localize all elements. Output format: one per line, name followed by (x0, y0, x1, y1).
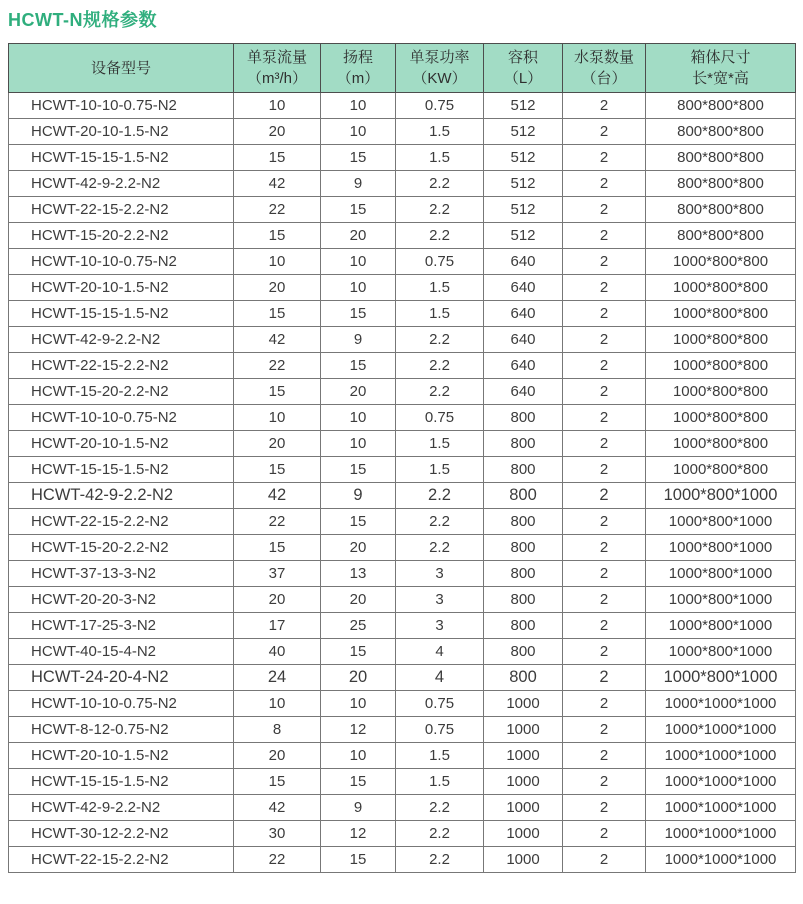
header-row (9, 44, 796, 93)
cell-power: 2.2 (396, 223, 484, 249)
cell-dims: 1000*800*800 (646, 405, 796, 431)
cell-head: 25 (321, 613, 396, 639)
cell-flow: 20 (234, 743, 321, 769)
cell-pumps: 2 (563, 93, 646, 119)
cell-flow: 15 (234, 301, 321, 327)
cell-pumps: 2 (563, 769, 646, 795)
column-label: 箱体尺寸 (690, 49, 751, 66)
cell-head: 20 (321, 223, 396, 249)
table-row (9, 847, 796, 873)
cell-dims: 1000*1000*1000 (646, 769, 796, 795)
column-header-volume (484, 44, 563, 93)
table-row (9, 639, 796, 665)
cell-flow: 15 (234, 379, 321, 405)
cell-head: 20 (321, 535, 396, 561)
cell-model: HCWT-24-20-4-N2 (9, 665, 234, 691)
cell-head: 10 (321, 431, 396, 457)
cell-flow: 20 (234, 587, 321, 613)
cell-dims: 1000*800*1000 (646, 509, 796, 535)
cell-model: HCWT-15-15-1.5-N2 (9, 457, 234, 483)
cell-flow: 20 (234, 275, 321, 301)
cell-model: HCWT-10-10-0.75-N2 (9, 249, 234, 275)
table-row (9, 483, 796, 509)
cell-volume: 1000 (484, 821, 563, 847)
column-unit: （m） (336, 70, 380, 87)
cell-volume: 800 (484, 483, 563, 509)
cell-head: 15 (321, 847, 396, 873)
cell-model: HCWT-15-15-1.5-N2 (9, 145, 234, 171)
table-row (9, 769, 796, 795)
cell-power: 2.2 (396, 353, 484, 379)
cell-dims: 1000*800*1000 (646, 483, 796, 509)
cell-power: 4 (396, 639, 484, 665)
cell-power: 2.2 (396, 483, 484, 509)
cell-dims: 1000*1000*1000 (646, 717, 796, 743)
cell-dims: 800*800*800 (646, 171, 796, 197)
cell-dims: 1000*1000*1000 (646, 821, 796, 847)
cell-head: 12 (321, 821, 396, 847)
cell-pumps: 2 (563, 717, 646, 743)
cell-head: 10 (321, 93, 396, 119)
table-row (9, 795, 796, 821)
cell-pumps: 2 (563, 509, 646, 535)
table-row (9, 509, 796, 535)
cell-dims: 800*800*800 (646, 223, 796, 249)
cell-volume: 512 (484, 145, 563, 171)
cell-dims: 1000*1000*1000 (646, 743, 796, 769)
table-row (9, 743, 796, 769)
cell-model: HCWT-37-13-3-N2 (9, 561, 234, 587)
cell-volume: 640 (484, 249, 563, 275)
cell-dims: 1000*800*1000 (646, 535, 796, 561)
cell-power: 2.2 (396, 197, 484, 223)
cell-pumps: 2 (563, 561, 646, 587)
cell-head: 9 (321, 483, 396, 509)
cell-dims: 800*800*800 (646, 119, 796, 145)
cell-dims: 1000*1000*1000 (646, 691, 796, 717)
cell-dims: 1000*800*800 (646, 327, 796, 353)
column-unit: （m³/h） (246, 70, 307, 87)
cell-head: 10 (321, 249, 396, 275)
cell-power: 1.5 (396, 431, 484, 457)
cell-power: 2.2 (396, 379, 484, 405)
cell-pumps: 2 (563, 639, 646, 665)
cell-flow: 20 (234, 119, 321, 145)
cell-model: HCWT-10-10-0.75-N2 (9, 691, 234, 717)
cell-pumps: 2 (563, 301, 646, 327)
cell-pumps: 2 (563, 821, 646, 847)
cell-pumps: 2 (563, 483, 646, 509)
cell-volume: 800 (484, 405, 563, 431)
cell-model: HCWT-17-25-3-N2 (9, 613, 234, 639)
column-label: 单泵流量 (246, 49, 307, 66)
cell-power: 1.5 (396, 119, 484, 145)
cell-volume: 800 (484, 535, 563, 561)
cell-flow: 40 (234, 639, 321, 665)
table-row (9, 613, 796, 639)
cell-model: HCWT-20-20-3-N2 (9, 587, 234, 613)
cell-model: HCWT-10-10-0.75-N2 (9, 93, 234, 119)
cell-volume: 800 (484, 457, 563, 483)
cell-power: 0.75 (396, 405, 484, 431)
table-row (9, 535, 796, 561)
table-row (9, 93, 796, 119)
cell-head: 9 (321, 795, 396, 821)
cell-dims: 1000*800*800 (646, 457, 796, 483)
cell-power: 2.2 (396, 847, 484, 873)
cell-power: 1.5 (396, 769, 484, 795)
cell-head: 20 (321, 665, 396, 691)
cell-head: 20 (321, 379, 396, 405)
cell-volume: 1000 (484, 743, 563, 769)
cell-dims: 800*800*800 (646, 197, 796, 223)
cell-pumps: 2 (563, 535, 646, 561)
cell-model: HCWT-15-20-2.2-N2 (9, 535, 234, 561)
table-row (9, 561, 796, 587)
column-unit: （台） (581, 70, 627, 87)
table-header (9, 44, 796, 93)
cell-flow: 15 (234, 223, 321, 249)
cell-dims: 1000*800*800 (646, 301, 796, 327)
cell-power: 0.75 (396, 249, 484, 275)
cell-pumps: 2 (563, 691, 646, 717)
cell-flow: 15 (234, 769, 321, 795)
cell-head: 10 (321, 405, 396, 431)
cell-dims: 1000*1000*1000 (646, 847, 796, 873)
cell-model: HCWT-15-15-1.5-N2 (9, 769, 234, 795)
cell-dims: 1000*800*1000 (646, 587, 796, 613)
cell-power: 2.2 (396, 327, 484, 353)
table-row (9, 587, 796, 613)
cell-model: HCWT-20-10-1.5-N2 (9, 119, 234, 145)
cell-pumps: 2 (563, 145, 646, 171)
cell-pumps: 2 (563, 197, 646, 223)
table-row (9, 301, 796, 327)
cell-volume: 640 (484, 327, 563, 353)
cell-head: 15 (321, 145, 396, 171)
table-row (9, 119, 796, 145)
cell-head: 15 (321, 197, 396, 223)
cell-pumps: 2 (563, 249, 646, 275)
cell-dims: 1000*800*800 (646, 275, 796, 301)
cell-flow: 30 (234, 821, 321, 847)
cell-head: 13 (321, 561, 396, 587)
cell-flow: 8 (234, 717, 321, 743)
page-title: HCWT-N规格参数 (8, 10, 157, 30)
cell-pumps: 2 (563, 795, 646, 821)
table-row (9, 431, 796, 457)
cell-volume: 800 (484, 431, 563, 457)
cell-power: 2.2 (396, 821, 484, 847)
column-unit: （KW） (412, 70, 467, 87)
cell-flow: 10 (234, 691, 321, 717)
cell-head: 9 (321, 171, 396, 197)
column-header-pumps (563, 44, 646, 93)
cell-volume: 512 (484, 197, 563, 223)
cell-volume: 512 (484, 223, 563, 249)
cell-flow: 37 (234, 561, 321, 587)
cell-model: HCWT-42-9-2.2-N2 (9, 171, 234, 197)
table-row (9, 353, 796, 379)
column-unit: 长*宽*高 (692, 70, 749, 87)
cell-volume: 1000 (484, 717, 563, 743)
cell-model: HCWT-22-15-2.2-N2 (9, 353, 234, 379)
cell-flow: 22 (234, 197, 321, 223)
cell-dims: 1000*800*1000 (646, 639, 796, 665)
cell-model: HCWT-22-15-2.2-N2 (9, 847, 234, 873)
cell-model: HCWT-22-15-2.2-N2 (9, 197, 234, 223)
cell-model: HCWT-22-15-2.2-N2 (9, 509, 234, 535)
cell-dims: 1000*800*1000 (646, 665, 796, 691)
table-body (9, 93, 796, 873)
column-header-head (321, 44, 396, 93)
cell-pumps: 2 (563, 405, 646, 431)
cell-pumps: 2 (563, 847, 646, 873)
cell-pumps: 2 (563, 353, 646, 379)
cell-pumps: 2 (563, 327, 646, 353)
cell-model: HCWT-30-12-2.2-N2 (9, 821, 234, 847)
cell-model: HCWT-15-20-2.2-N2 (9, 379, 234, 405)
cell-pumps: 2 (563, 223, 646, 249)
cell-head: 10 (321, 691, 396, 717)
cell-flow: 42 (234, 483, 321, 509)
cell-model: HCWT-42-9-2.2-N2 (9, 795, 234, 821)
cell-head: 15 (321, 509, 396, 535)
column-unit: （L） (503, 70, 543, 87)
cell-power: 0.75 (396, 93, 484, 119)
cell-flow: 15 (234, 145, 321, 171)
cell-flow: 15 (234, 457, 321, 483)
cell-dims: 1000*800*800 (646, 431, 796, 457)
table-row (9, 379, 796, 405)
cell-model: HCWT-10-10-0.75-N2 (9, 405, 234, 431)
column-label: 水泵数量 (573, 49, 634, 66)
cell-volume: 800 (484, 587, 563, 613)
column-label: 设备型号 (90, 59, 151, 77)
table-row (9, 275, 796, 301)
table-row (9, 171, 796, 197)
table-row (9, 327, 796, 353)
cell-head: 12 (321, 717, 396, 743)
cell-volume: 512 (484, 119, 563, 145)
cell-head: 10 (321, 743, 396, 769)
cell-power: 4 (396, 665, 484, 691)
cell-pumps: 2 (563, 171, 646, 197)
cell-dims: 1000*800*1000 (646, 613, 796, 639)
cell-volume: 640 (484, 353, 563, 379)
cell-flow: 42 (234, 795, 321, 821)
table-row (9, 821, 796, 847)
cell-volume: 800 (484, 561, 563, 587)
cell-volume: 1000 (484, 847, 563, 873)
cell-power: 2.2 (396, 535, 484, 561)
cell-model: HCWT-40-15-4-N2 (9, 639, 234, 665)
table-row (9, 249, 796, 275)
cell-power: 3 (396, 613, 484, 639)
cell-pumps: 2 (563, 587, 646, 613)
cell-volume: 800 (484, 639, 563, 665)
cell-head: 15 (321, 639, 396, 665)
cell-volume: 800 (484, 613, 563, 639)
cell-power: 3 (396, 561, 484, 587)
cell-volume: 1000 (484, 769, 563, 795)
table-row (9, 197, 796, 223)
column-label: 容积 (507, 49, 538, 66)
cell-power: 0.75 (396, 691, 484, 717)
cell-model: HCWT-20-10-1.5-N2 (9, 743, 234, 769)
cell-power: 1.5 (396, 301, 484, 327)
column-label: 单泵功率 (409, 49, 470, 66)
table-row (9, 665, 796, 691)
cell-dims: 800*800*800 (646, 145, 796, 171)
cell-flow: 42 (234, 327, 321, 353)
table-row (9, 457, 796, 483)
cell-flow: 10 (234, 93, 321, 119)
cell-pumps: 2 (563, 275, 646, 301)
cell-pumps: 2 (563, 379, 646, 405)
cell-pumps: 2 (563, 119, 646, 145)
cell-volume: 800 (484, 509, 563, 535)
cell-model: HCWT-20-10-1.5-N2 (9, 431, 234, 457)
cell-dims: 1000*800*800 (646, 249, 796, 275)
cell-flow: 10 (234, 405, 321, 431)
cell-dims: 1000*800*800 (646, 353, 796, 379)
cell-power: 0.75 (396, 717, 484, 743)
cell-flow: 22 (234, 509, 321, 535)
column-label: 扬程 (342, 49, 373, 66)
cell-head: 10 (321, 275, 396, 301)
cell-flow: 10 (234, 249, 321, 275)
cell-pumps: 2 (563, 431, 646, 457)
cell-power: 1.5 (396, 275, 484, 301)
cell-dims: 800*800*800 (646, 93, 796, 119)
table-row (9, 223, 796, 249)
cell-power: 2.2 (396, 171, 484, 197)
cell-model: HCWT-20-10-1.5-N2 (9, 275, 234, 301)
cell-pumps: 2 (563, 665, 646, 691)
cell-power: 1.5 (396, 457, 484, 483)
cell-pumps: 2 (563, 457, 646, 483)
cell-pumps: 2 (563, 743, 646, 769)
cell-flow: 42 (234, 171, 321, 197)
cell-volume: 512 (484, 171, 563, 197)
cell-head: 20 (321, 587, 396, 613)
column-header-dims (646, 44, 796, 93)
table-row (9, 405, 796, 431)
cell-power: 2.2 (396, 795, 484, 821)
cell-model: HCWT-42-9-2.2-N2 (9, 327, 234, 353)
cell-power: 2.2 (396, 509, 484, 535)
cell-model: HCWT-42-9-2.2-N2 (9, 483, 234, 509)
cell-volume: 640 (484, 275, 563, 301)
table-row (9, 717, 796, 743)
cell-power: 1.5 (396, 145, 484, 171)
cell-head: 15 (321, 769, 396, 795)
cell-model: HCWT-15-20-2.2-N2 (9, 223, 234, 249)
cell-pumps: 2 (563, 613, 646, 639)
cell-dims: 1000*800*800 (646, 379, 796, 405)
column-header-power (396, 44, 484, 93)
column-header-model (9, 44, 234, 93)
table-row (9, 691, 796, 717)
cell-volume: 640 (484, 379, 563, 405)
cell-volume: 512 (484, 93, 563, 119)
cell-power: 3 (396, 587, 484, 613)
cell-model: HCWT-8-12-0.75-N2 (9, 717, 234, 743)
cell-head: 15 (321, 353, 396, 379)
cell-head: 9 (321, 327, 396, 353)
cell-head: 15 (321, 301, 396, 327)
cell-flow: 22 (234, 353, 321, 379)
cell-dims: 1000*1000*1000 (646, 795, 796, 821)
cell-flow: 22 (234, 847, 321, 873)
cell-head: 10 (321, 119, 396, 145)
cell-head: 15 (321, 457, 396, 483)
cell-model: HCWT-15-15-1.5-N2 (9, 301, 234, 327)
cell-volume: 640 (484, 301, 563, 327)
cell-volume: 1000 (484, 795, 563, 821)
cell-flow: 17 (234, 613, 321, 639)
spec-table (8, 43, 796, 873)
column-header-flow (234, 44, 321, 93)
cell-power: 1.5 (396, 743, 484, 769)
cell-flow: 20 (234, 431, 321, 457)
table-row (9, 145, 796, 171)
cell-dims: 1000*800*1000 (646, 561, 796, 587)
cell-flow: 24 (234, 665, 321, 691)
cell-flow: 15 (234, 535, 321, 561)
cell-volume: 1000 (484, 691, 563, 717)
cell-volume: 800 (484, 665, 563, 691)
